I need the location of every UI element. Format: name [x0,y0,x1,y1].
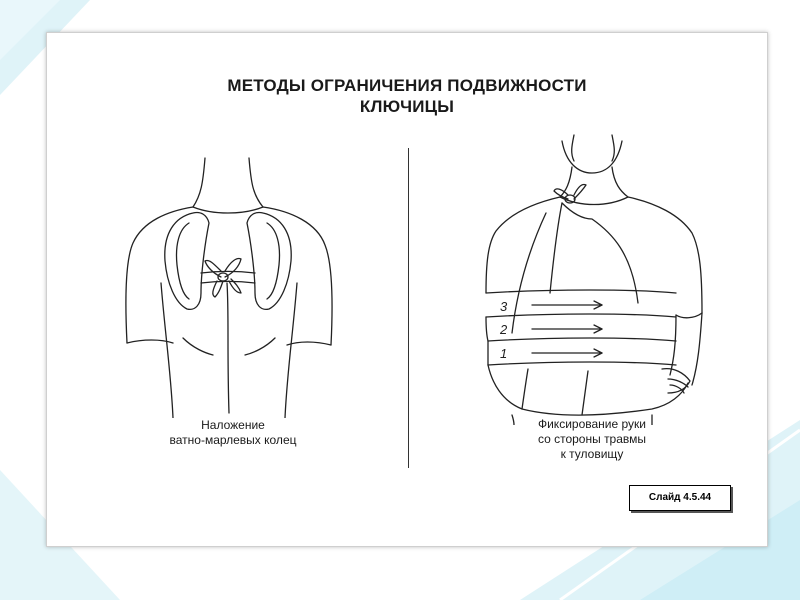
slide-title [47,75,767,117]
slide-card [46,32,768,547]
left-caption-line-1: Наложение [201,418,265,432]
right-illustration [462,133,712,425]
left-caption [133,418,333,448]
bandage-label-1: 1 [500,346,508,361]
slide-title-line-1: МЕТОДЫ ОГРАНИЧЕНИЯ ПОДВИЖНОСТИ [227,76,587,95]
bandage-label-3: 3 [500,299,508,314]
right-caption-line-2: со стороны травмы [537,432,647,446]
right-caption [487,417,697,462]
left-caption-line-2: ватно-марлевых колец [169,433,297,447]
back-view-figure-icon [113,133,343,418]
right-caption-line-1: Фиксирование руки [537,417,646,431]
front-view-figure-icon [462,133,712,425]
slide-number-badge: Слайд 4.5.44 [629,485,731,511]
right-caption-line-3: к туловищу [560,447,624,461]
bandage-label-2: 2 [500,322,508,337]
left-illustration [113,133,343,418]
slide-title-line-2: КЛЮЧИЦЫ [359,97,455,116]
vertical-divider [408,148,409,468]
